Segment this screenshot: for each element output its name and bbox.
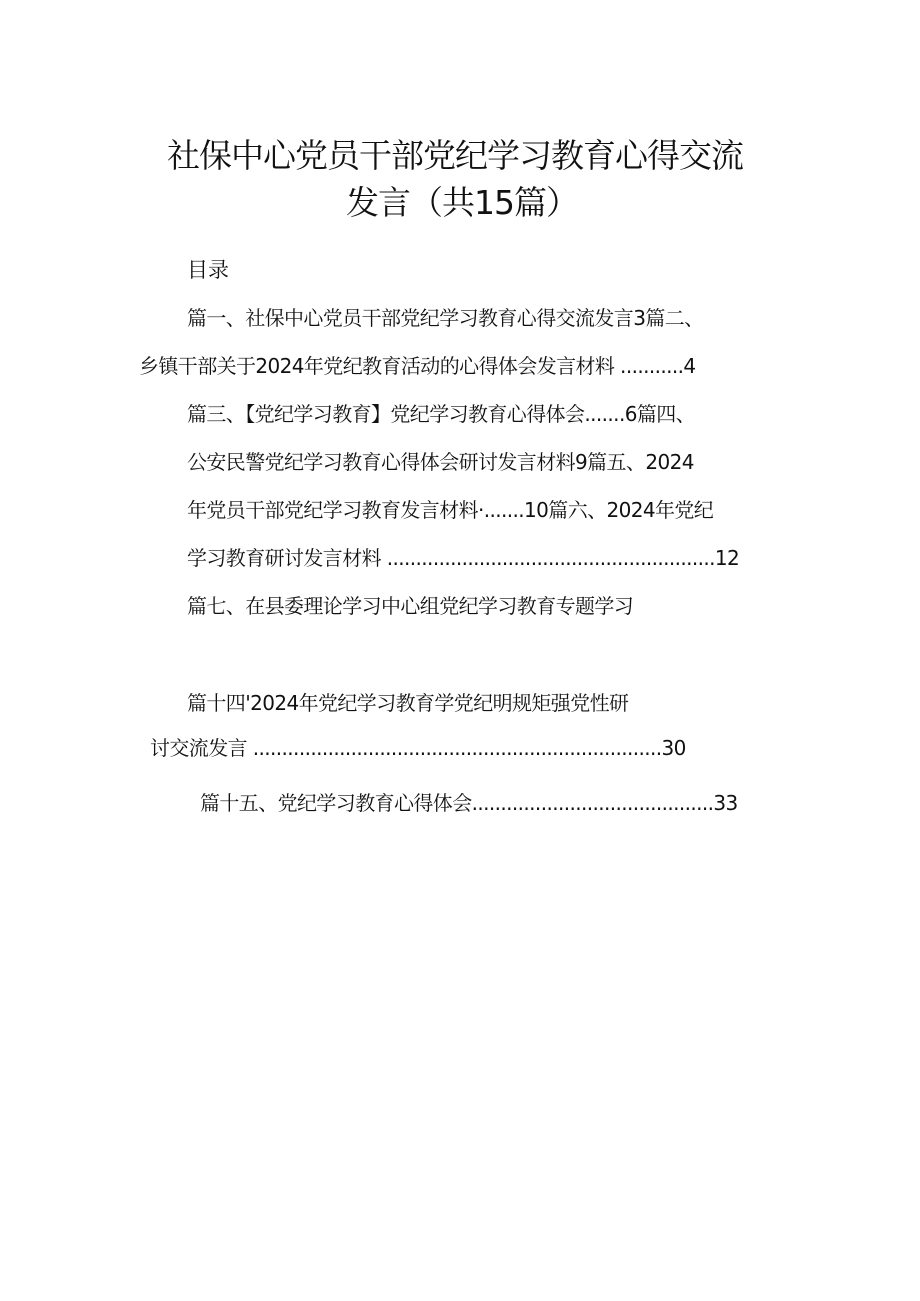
toc-line[interactable]: 篇十四'2024年党纪学习教育学党纪明规矩强党性研 [187, 691, 629, 715]
toc-line[interactable]: 年党员干部党纪学习教育发言材料·.......10篇六、2024年党纪 [187, 498, 714, 522]
toc-line[interactable]: 学习教育研讨发言材料 .........................................................12 [187, 546, 740, 570]
toc-line[interactable]: 篇七、在县委理论学习中心组党纪学习教育专题学习 [187, 594, 634, 618]
toc-line[interactable]: 篇三、【党纪学习教育】党纪学习教育心得体会.......6篇四、 [187, 402, 696, 426]
document-title-line-2: 发言（共15篇） [346, 183, 578, 222]
toc-line[interactable]: 篇十五、党纪学习教育心得体会..........................................33 [200, 791, 738, 815]
toc-line[interactable]: 篇一、社保中心党员干部党纪学习教育心得交流发言3篇二、 [187, 306, 704, 330]
toc-heading: 目录 [187, 258, 229, 282]
toc-line[interactable]: 公安民警党纪学习教育心得体会研讨发言材料9篇五、2024 [187, 450, 694, 474]
toc-line[interactable]: 讨交流发言 .......................................................................30 [150, 736, 686, 760]
document-title-line-1: 社保中心党员干部党纪学习教育心得交流 [167, 136, 743, 175]
toc-line[interactable]: 乡镇干部关于2024年党纪教育活动的心得体会发言材料 ...........4 [139, 354, 696, 378]
